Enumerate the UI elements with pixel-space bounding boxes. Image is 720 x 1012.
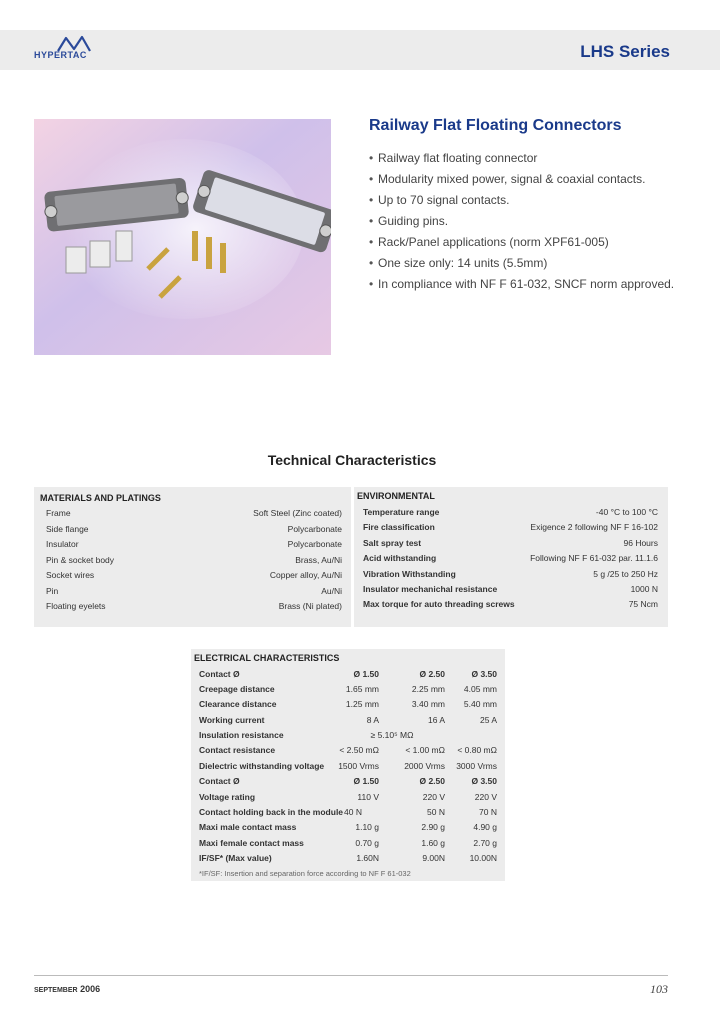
row-label: Side flange bbox=[46, 524, 89, 534]
cell: Ø 2.50 bbox=[419, 669, 445, 679]
cell: 1500 Vrms bbox=[338, 761, 379, 771]
cell: 1.60N bbox=[356, 853, 379, 863]
cell: 2000 Vrms bbox=[404, 761, 445, 771]
cell: ≥ 5.10⁵ MΩ bbox=[370, 730, 414, 740]
table-row bbox=[199, 669, 499, 683]
table-row bbox=[46, 570, 342, 584]
cell: < 2.50 mΩ bbox=[339, 745, 379, 755]
cell: Ø 3.50 bbox=[471, 669, 497, 679]
electrical-heading: ELECTRICAL CHARACTERISTICS bbox=[194, 653, 340, 663]
row-label: Creepage distance bbox=[199, 684, 275, 694]
cell: 10.00N bbox=[469, 853, 497, 863]
row-label: Dielectric withstanding voltage bbox=[199, 761, 325, 771]
cell: 1.25 mm bbox=[345, 699, 379, 709]
row-label: Floating eyelets bbox=[46, 601, 106, 611]
cell: < 0.80 mΩ bbox=[457, 745, 497, 755]
feature-list bbox=[369, 151, 689, 298]
cell: 2.25 mm bbox=[411, 684, 445, 694]
row-label: Insulator mechanichal resistance bbox=[363, 584, 498, 594]
cell: 40 N bbox=[344, 807, 362, 817]
cell: 8 A bbox=[366, 715, 379, 725]
cell: 4.05 mm bbox=[463, 684, 497, 694]
footer-date bbox=[34, 984, 100, 994]
cell: 16 A bbox=[427, 715, 445, 725]
cell: 2.70 g bbox=[473, 838, 497, 848]
cell: 3.40 mm bbox=[411, 699, 445, 709]
feature-item: • Rack/Panel applications (norm XPF61-005) bbox=[369, 235, 689, 250]
footer-date-month: SEPTEMBER bbox=[34, 987, 78, 994]
row-value: Au/Ni bbox=[321, 586, 342, 596]
row-label: Fire classification bbox=[363, 522, 435, 532]
table-row bbox=[199, 761, 499, 775]
table-row bbox=[363, 599, 658, 613]
table-row bbox=[46, 586, 342, 600]
row-label: Maxi female contact mass bbox=[199, 838, 304, 848]
row-label: Contact Ø bbox=[199, 669, 240, 679]
cell: Ø 1.50 bbox=[353, 669, 379, 679]
page-number: 103 bbox=[650, 982, 668, 996]
table-row bbox=[363, 507, 658, 521]
table-row bbox=[363, 569, 658, 583]
table-row bbox=[199, 745, 499, 759]
cell: 1.65 mm bbox=[345, 684, 379, 694]
row-label: Socket wires bbox=[46, 570, 95, 580]
feature-item: • In compliance with NF F 61-032, SNCF norm approved. bbox=[369, 277, 689, 292]
table-row bbox=[199, 684, 499, 698]
row-label: Insulation resistance bbox=[199, 730, 284, 740]
cell: Ø 2.50 bbox=[419, 776, 445, 786]
cell: 110 V bbox=[357, 792, 379, 802]
footer-divider bbox=[34, 975, 668, 976]
table-row bbox=[199, 776, 499, 790]
row-value: 1000 N bbox=[630, 584, 658, 594]
table-row bbox=[363, 584, 658, 598]
feature-item: • Up to 70 signal contacts. bbox=[369, 193, 689, 208]
materials-panel bbox=[34, 487, 351, 627]
row-label: Contact Ø bbox=[199, 776, 240, 786]
cell: 220 V bbox=[422, 792, 445, 802]
row-label: Max torque for auto threading screws bbox=[363, 599, 515, 609]
cell: 70 N bbox=[479, 807, 497, 817]
table-row bbox=[199, 792, 499, 806]
row-label: Contact holding back in the module bbox=[199, 807, 344, 817]
product-title: Railway Flat Floating Connectors bbox=[369, 117, 622, 134]
cell: 1.60 g bbox=[421, 838, 445, 848]
cell: 2.90 g bbox=[421, 822, 445, 832]
environmental-heading: ENVIRONMENTAL bbox=[357, 491, 435, 501]
row-value: Polycarbonate bbox=[287, 539, 342, 549]
row-label: Clearance distance bbox=[199, 699, 277, 709]
cell: 220 V bbox=[474, 792, 497, 802]
materials-heading: MATERIALS AND PLATINGS bbox=[40, 493, 161, 503]
table-row bbox=[199, 838, 499, 852]
brand-name: HYPERTAC bbox=[34, 50, 87, 60]
product-photo bbox=[34, 119, 331, 355]
row-value: Following NF F 61-032 par. 11.1.6 bbox=[530, 553, 658, 563]
footer-date-year: 2006 bbox=[80, 984, 101, 994]
row-label: IF/SF* (Max value) bbox=[199, 853, 272, 863]
table-row bbox=[46, 601, 342, 615]
row-value: Copper alloy, Au/Ni bbox=[269, 570, 342, 580]
cell: 50 N bbox=[427, 807, 445, 817]
row-label: Acid withstanding bbox=[363, 553, 437, 563]
feature-item: • Modularity mixed power, signal & coaxial contacts. bbox=[369, 172, 689, 187]
cell: 1.10 g bbox=[355, 822, 379, 832]
table-row bbox=[363, 522, 658, 536]
environmental-panel bbox=[354, 487, 668, 627]
row-label: Contact resistance bbox=[199, 745, 276, 755]
row-label: Temperature range bbox=[363, 507, 440, 517]
row-value: Exigence 2 following NF F 16-102 bbox=[530, 522, 658, 532]
table-row bbox=[46, 508, 342, 522]
row-label: Frame bbox=[46, 508, 71, 518]
table-row bbox=[46, 524, 342, 538]
row-label: Salt spray test bbox=[363, 538, 422, 548]
table-row bbox=[199, 807, 499, 821]
row-label: Working current bbox=[199, 715, 265, 725]
feature-item: • Guiding pins. bbox=[369, 214, 689, 229]
row-value: Brass, Au/Ni bbox=[295, 555, 342, 565]
row-value: Polycarbonate bbox=[287, 524, 342, 534]
cell: 9.00N bbox=[422, 853, 445, 863]
cell: 5.40 mm bbox=[463, 699, 497, 709]
feature-item: • Railway flat floating connector bbox=[369, 151, 689, 166]
row-label: Voltage rating bbox=[199, 792, 256, 802]
row-value: Soft Steel (Zinc coated) bbox=[253, 508, 342, 518]
feature-item: • One size only: 14 units (5.5mm) bbox=[369, 256, 689, 271]
cell: 0.70 g bbox=[355, 838, 379, 848]
tech-title: Technical Characteristics bbox=[267, 452, 437, 468]
table-row bbox=[46, 539, 342, 553]
row-value: 96 Hours bbox=[623, 538, 658, 548]
table-row bbox=[363, 538, 658, 552]
table-row bbox=[199, 853, 499, 867]
table-row bbox=[199, 715, 499, 729]
cell: < 1.00 mΩ bbox=[405, 745, 445, 755]
row-value: Brass (Ni plated) bbox=[278, 601, 342, 611]
cell: Ø 3.50 bbox=[471, 776, 497, 786]
table-row bbox=[199, 730, 499, 744]
cell: Ø 1.50 bbox=[353, 776, 379, 786]
cell: 4.90 g bbox=[473, 822, 497, 832]
series-title: LHS Series bbox=[580, 42, 670, 61]
row-value: -40 °C to 100 °C bbox=[595, 507, 658, 517]
row-value: 5 g /25 to 250 Hz bbox=[593, 569, 658, 579]
table-row bbox=[199, 822, 499, 836]
table-row bbox=[199, 699, 499, 713]
row-value: 75 Ncm bbox=[628, 599, 658, 609]
table-row bbox=[363, 553, 658, 567]
row-label: Vibration Withstanding bbox=[363, 569, 456, 579]
row-label: Maxi male contact mass bbox=[199, 822, 297, 832]
row-label: Pin & socket body bbox=[46, 555, 115, 565]
row-label: Insulator bbox=[46, 539, 79, 549]
footnote: *IF/SF: Insertion and separation force according to NF F 61-032 bbox=[199, 869, 411, 878]
table-row bbox=[46, 555, 342, 569]
row-label: Pin bbox=[46, 586, 59, 596]
cell: 3000 Vrms bbox=[456, 761, 497, 771]
electrical-panel bbox=[191, 649, 505, 881]
cell: 25 A bbox=[479, 715, 497, 725]
